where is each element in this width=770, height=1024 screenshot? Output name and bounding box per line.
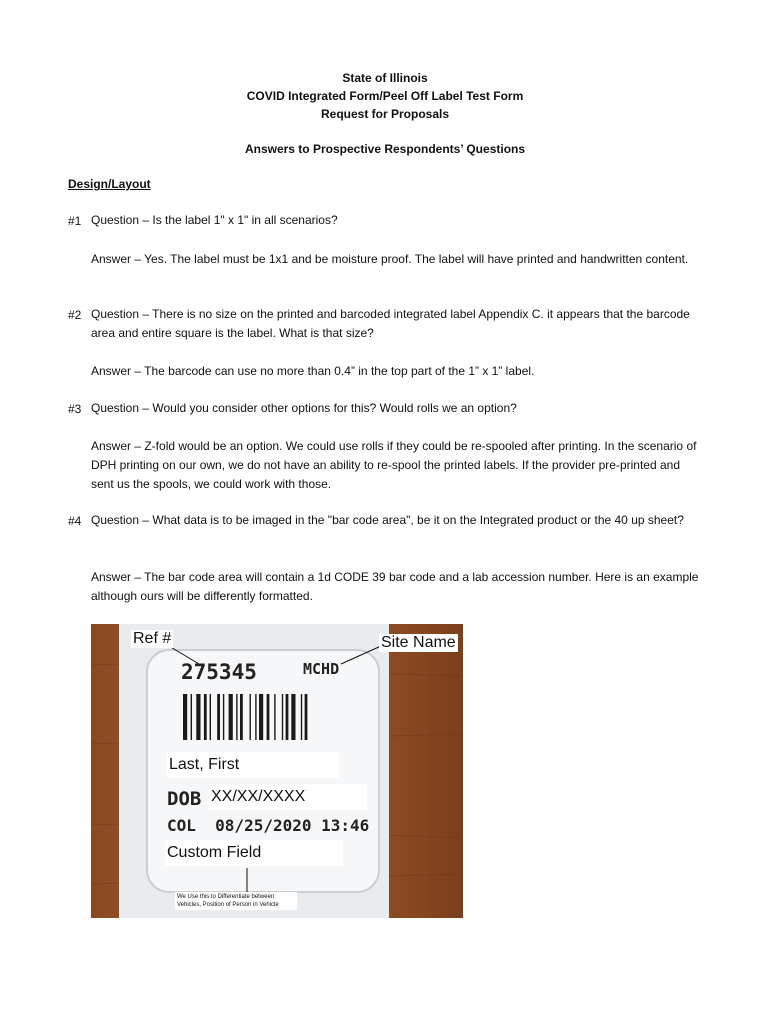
dob-prefix: DOB bbox=[167, 788, 202, 810]
section-title: Design/Layout bbox=[68, 177, 151, 191]
barcode-bar bbox=[250, 694, 251, 740]
answer-2: Answer – The barcode can use no more than 0.4” in the top part of the 1” x 1” label. bbox=[91, 364, 535, 378]
barcode-bar bbox=[267, 694, 270, 740]
barcode-bar bbox=[236, 694, 237, 740]
question-2: Question – There is no size on the printed and barcoded integrated label Appendix C. it appears that the barcode area and entire square is the label. What is that size? bbox=[91, 307, 690, 340]
barcode-bar bbox=[204, 694, 207, 740]
barcode-bar bbox=[286, 694, 289, 740]
ref-number: 275345 bbox=[181, 660, 257, 684]
barcode-bar bbox=[255, 694, 256, 740]
site-name-callout: Site Name bbox=[381, 634, 456, 651]
name-field: Last, First bbox=[167, 752, 339, 778]
question-number-1: #1 bbox=[68, 214, 82, 228]
header-answers-title: Answers to Prospective Respondents’ Questions bbox=[244, 142, 526, 156]
barcode-bar bbox=[229, 694, 233, 740]
question-3: Question – Would you consider other options for this? Would rolls we an option? bbox=[91, 401, 517, 415]
barcode-bar bbox=[196, 694, 200, 740]
barcode-bar bbox=[210, 694, 211, 740]
question-number-4: #4 bbox=[68, 514, 82, 528]
answer-4: Answer – The bar code area will contain a 1d CODE 39 bar code and a lab accession number. Here is an example although ours will be differently formatted. bbox=[91, 570, 699, 603]
barcode-bar bbox=[291, 694, 295, 740]
barcode-bar bbox=[223, 694, 224, 740]
ref-callout: Ref # bbox=[133, 630, 172, 647]
site-code: MCHD bbox=[303, 660, 340, 678]
question-4: Question – What data is to be imaged in the "bar code area", be it on the Integrated product or the 40 up sheet? bbox=[91, 513, 684, 527]
label-example-photo bbox=[91, 624, 463, 918]
barcode-bar bbox=[191, 694, 192, 740]
barcode-bar bbox=[259, 694, 263, 740]
dob-field: XX/XX/XXXX bbox=[209, 784, 367, 810]
custom-field: Custom Field bbox=[165, 840, 343, 866]
footnote-box bbox=[175, 892, 297, 910]
barcode-bar bbox=[217, 694, 220, 740]
answer-1: Answer – Yes. The label must be 1x1 and be moisture proof. The label will have printed and handwritten content. bbox=[91, 252, 689, 266]
header-rfp: Request for Proposals bbox=[320, 107, 450, 121]
barcode-bar bbox=[274, 694, 275, 740]
barcode-bar bbox=[240, 694, 243, 740]
question-number-2: #2 bbox=[68, 308, 82, 322]
footnote-line-2: Vehicles, Position of Person in Vehicle bbox=[177, 902, 279, 908]
header-state: State of Illinois bbox=[342, 71, 428, 85]
header-form-title: COVID Integrated Form/Peel Off Label Test Form bbox=[246, 89, 524, 103]
col-line: COL 08/25/2020 13:46 bbox=[167, 816, 370, 835]
barcode-bar bbox=[301, 694, 302, 740]
question-number-3: #3 bbox=[68, 402, 82, 416]
barcode-bar bbox=[183, 694, 187, 740]
barcode-bar bbox=[305, 694, 308, 740]
answer-3: Answer – Z-fold would be an option. We could use rolls if they could be re-spooled after printing. In the scenario of DPH printing on our own, we do not have an ability to re-spool the printed labels. If the provider pre-printed and sent us the spools, we could work with those. bbox=[91, 439, 697, 491]
barcode-bar bbox=[282, 694, 283, 740]
question-1: Question – Is the label 1" x 1" in all scenarios? bbox=[91, 213, 338, 227]
footnote-line-1: We Use this to Differentiate between bbox=[177, 894, 275, 900]
